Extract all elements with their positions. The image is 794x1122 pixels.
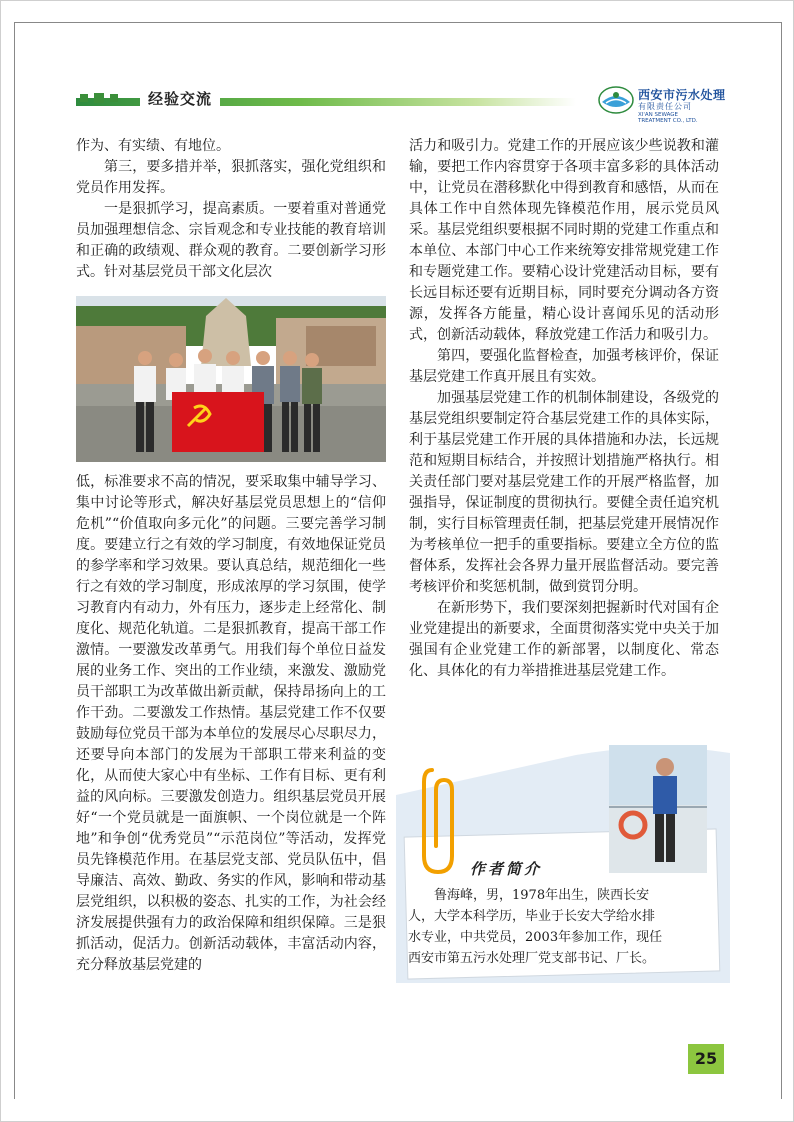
author-portrait-illustration	[609, 745, 707, 873]
page-number: 25	[688, 1044, 724, 1074]
logo-english	[638, 112, 698, 124]
logo-name-line1: 西安市污水处理	[638, 88, 726, 102]
author-bio	[408, 885, 708, 969]
header-squares-icon	[80, 94, 118, 103]
author-bio-line: 水专业，中共党员，2003年参加工作，现任	[408, 930, 663, 945]
column-right	[409, 136, 719, 682]
group-photo	[76, 296, 386, 462]
paragraph: 第四，要强化监督检查，加强考核评价，保证基层党建工作真开展且有实效。	[409, 348, 719, 385]
paragraph: 低，标准要求不高的情况，要采取集中辅导学习、集中讨论等形式，解决好基层党员思想上的“信仰危机”“价值取向多元化”的问题。三要完善学习制度。要建立行之有效的学习制度，有效地保证党员的参学率和学习效果。要认真总结，规范细化一些行之有效的学习制度，形成浓厚的学习氛围，使学习教育内有动力，外有压力，逐步走上经常化、制度化、规范化轨道。二是狠抓教育，提高干部工作激情。一要激发改革勇气。用我们每个单位日益发展的业务工作、突出的工作业绩，来激发、激励党员干部职工为改革做出新贡献，保持昂扬向上的工作干劲。二要激发工作热情。基层党建工作不仅要鼓励每位党员干部为本单位的发展尽心尽职尽力，还要导向本部门的发展为干部职工带来利益的变化，从而使大家心中有坐标、工作有目标、更有利益的风向标。三要激发创造力。组织基层党员开展好“一个党员就是一面旗帜、一个岗位就是一个阵地”和争创“优秀党员”“示范岗位”等活动，发挥党员先锋模范作用。在基层党支部、党员队伍中，倡导廉洁、高效、勤政、务实的作风，影响和带动基层党组织，以积极的姿态、扎实的工作，为社会经济发展提供强有力的政治保障和组织保障。三是狠抓活动，促活力。创新活动载体，丰富活动内容，充分释放基层党建的	[76, 474, 386, 973]
column-left-bottom	[76, 472, 386, 976]
paragraph: 一是狠抓学习，提高素质。一要着重对普通党员加强理想信念、宗旨观念和专业技能的教育培训和正确的政绩观、群众观的教育。二要创新学习形式。针对基层党员干部文化层次	[76, 201, 386, 280]
paragraph: 加强基层党建工作的机制体制建设，各级党的基层党组织要制定符合基层党建工作的具体实际，利于基层党建工作开展的具体措施和办法，长远规范和短期目标结合，并按照计划措施严格执行。相关责任部门要对基层党建工作的开展严格监督，加强指导，保证制度的贯彻执行。要健全责任追究机制，实行目标管理责任制，把基层党建开展情况作为考核单位一把手的重要指标。要建立全方位的监督体系，发挥社会各界力量开展监督活动。要完善考核评价和奖惩机制，做到赏罚分明。	[409, 390, 719, 595]
company-logo	[598, 84, 738, 124]
water-drop-logo-icon	[598, 86, 634, 114]
group-photo-illustration	[76, 296, 386, 462]
author-bio-line: 人，大学本科学历，毕业于长安大学给水排	[408, 909, 656, 924]
author-bio-line: 鲁海峰，男，1978年出生，陕西长安	[434, 888, 650, 903]
section-title: 经验交流	[140, 88, 220, 109]
logo-english-line1: XI'AN SEWAGE	[638, 112, 679, 118]
paragraph: 活力和吸引力。党建工作的开展应该少些说教和灌输，要把工作内容贯穿于各项丰富多彩的具体活动中，让党员在潜移默化中得到教育和感悟，从而在具体工作中自然体现先锋模范作用，展示党员风采。基层党组织要根据不同时期的党建工作重点和本单位、本部门中心工作来统筹安排常规党建工作和专题党建工作。要精心设计党建活动目标，要有长远目标还要有近期目标，同时要充分调动各方资源，发挥各方能量，精心设计喜闻乐见的活动形式，创新活动载体，释放党建工作活力和吸引力。	[409, 138, 719, 343]
paperclip-icon	[418, 760, 468, 880]
author-heading: 作者简介	[470, 860, 543, 878]
paragraph: 在新形势下，我们要深刻把握新时代对国有企业党建提出的新要求，全面贯彻落实党中央关于加强国有企业党建工作的新部署，以制度化、常态化、具体化的有力举措推进基层党建工作。	[409, 600, 719, 679]
author-photo	[609, 745, 707, 873]
author-bio-line: 西安市第五污水处理厂党支部书记、厂长。	[408, 951, 656, 966]
logo-name-line2: 有限责任公司	[638, 102, 692, 111]
paragraph: 第三，要多措并举，狠抓落实，强化党组织和党员作用发挥。	[76, 159, 386, 196]
logo-english-line2: TREATMENT CO., LTD.	[638, 118, 698, 124]
column-left-top	[76, 136, 386, 283]
paragraph: 作为、有实绩、有地位。	[76, 138, 230, 154]
